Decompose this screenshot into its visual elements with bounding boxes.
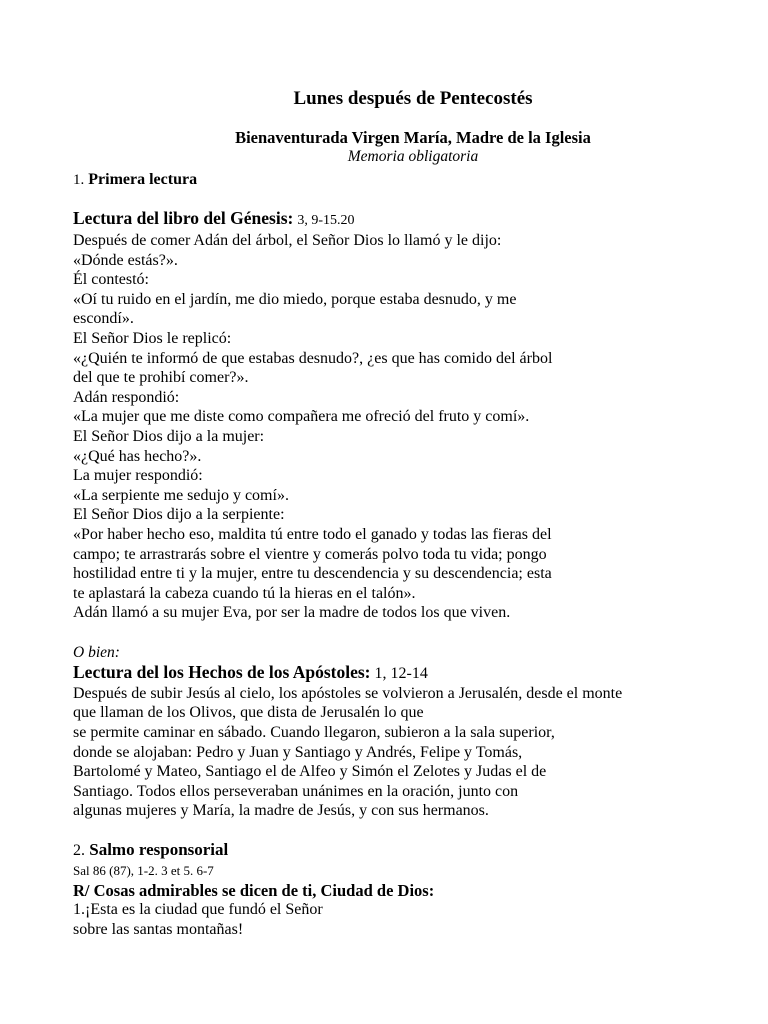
reading-text-hechos — [73, 684, 733, 821]
text-line: se permite caminar en sábado. Cuando llegaron, subieron a la sala superior, — [73, 724, 555, 742]
psalm-reference: Sal 86 (87), 1-2. 3 et 5. 6-7 — [73, 863, 214, 879]
text-line: Después de subir Jesús al cielo, los apóstoles se volvieron a Jerusalén, desde el monte — [73, 684, 623, 702]
text-line: algunas mujeres y María, la madre de Jesús, y con sus hermanos. — [73, 802, 489, 820]
text-line: El Señor Dios dijo a la serpiente: — [73, 506, 285, 524]
text-line: 1.¡Esta es la ciudad que fundó el Señor — [73, 901, 323, 919]
text-line: te aplastará la cabeza cuando tú la hieras en el talón». — [73, 584, 416, 602]
text-line: que llaman de los Olivos, que dista de Jerusalén lo que — [73, 704, 424, 722]
text-line: Él contestó: — [73, 271, 149, 289]
feast-subtitle: Bienaventurada Virgen María, Madre de la Iglesia — [235, 128, 591, 147]
text-line: hostilidad entre ti y la mujer, entre tu descendencia y su descendencia; esta — [73, 565, 552, 583]
memoria-label: Memoria obligatoria — [347, 148, 479, 165]
text-line: La mujer respondió: — [73, 467, 203, 485]
text-line: «¿Quién te informó de que estabas desnudo?, ¿es que has comido del árbol — [73, 349, 553, 367]
text-line: Adán respondió: — [73, 388, 180, 406]
section-label: Primera lectura — [88, 171, 198, 188]
section-number: 2. — [73, 842, 85, 860]
reading-title: Lectura del los Hechos de los Apóstoles: — [73, 661, 371, 682]
text-line: donde se alojaban: Pedro y Juan y Santiago y Andrés, Felipe y Tomás, — [73, 743, 523, 761]
reading-reference: 3, 9-15.20 — [297, 213, 355, 228]
text-line: sobre las santas montañas! — [73, 920, 244, 938]
reading-heading-hechos — [73, 662, 733, 684]
text-line: «La mujer que me diste como compañera me ofreció del fruto y comí». — [73, 408, 530, 426]
text-line: Después de comer Adán del árbol, el Señor Dios lo llamó y le dijo: — [73, 232, 502, 249]
psalm-text — [73, 900, 733, 939]
alternative-label: O bien: — [73, 643, 120, 661]
text-line: Santiago. Todos ellos perseveraban unánimes en la oración, junto con — [73, 782, 519, 800]
response-text: R/ Cosas admirables se dicen de ti, Ciudad de Dios: — [73, 881, 435, 901]
text-line: «Por haber hecho eso, maldita tú entre todo el ganado y todas las fieras del — [73, 525, 552, 543]
page-title: Lunes después de Pentecostés — [293, 88, 533, 109]
reading-reference: 1, 12-14 — [374, 664, 428, 682]
text-line: «La serpiente me sedujo y comí». — [73, 486, 289, 504]
text-line: Bartolomé y Mateo, Santiago el de Alfeo y Simón el Zelotes y Judas el de — [73, 763, 547, 781]
text-line: del que te prohibí comer?». — [73, 369, 249, 387]
reading-title: Lectura del libro del Génesis: — [73, 208, 294, 228]
text-line: El Señor Dios dijo a la mujer: — [73, 427, 265, 445]
text-line: «Oí tu ruido en el jardín, me dio miedo, porque estaba desnudo, y me — [73, 290, 517, 308]
text-line: «Dónde estás?». — [73, 251, 178, 269]
text-line: campo; te arrastrarás sobre el vientre y comerás polvo toda tu vida; pongo — [73, 545, 547, 563]
document-page — [73, 85, 733, 939]
text-line: «¿Qué has hecho?». — [73, 447, 202, 465]
section-heading-salmo — [73, 840, 733, 861]
reading-text-genesis — [73, 231, 733, 623]
section-label: Salmo responsorial — [89, 840, 229, 860]
section-number: 1. — [73, 172, 85, 188]
text-line: escondí». — [73, 310, 134, 328]
reading-heading-genesis — [73, 208, 733, 231]
section-heading-primera-lectura — [73, 170, 733, 190]
text-line: El Señor Dios le replicó: — [73, 329, 232, 347]
text-line: Adán llamó a su mujer Eva, por ser la madre de todos los que viven. — [73, 604, 511, 622]
psalm-response — [73, 881, 733, 900]
